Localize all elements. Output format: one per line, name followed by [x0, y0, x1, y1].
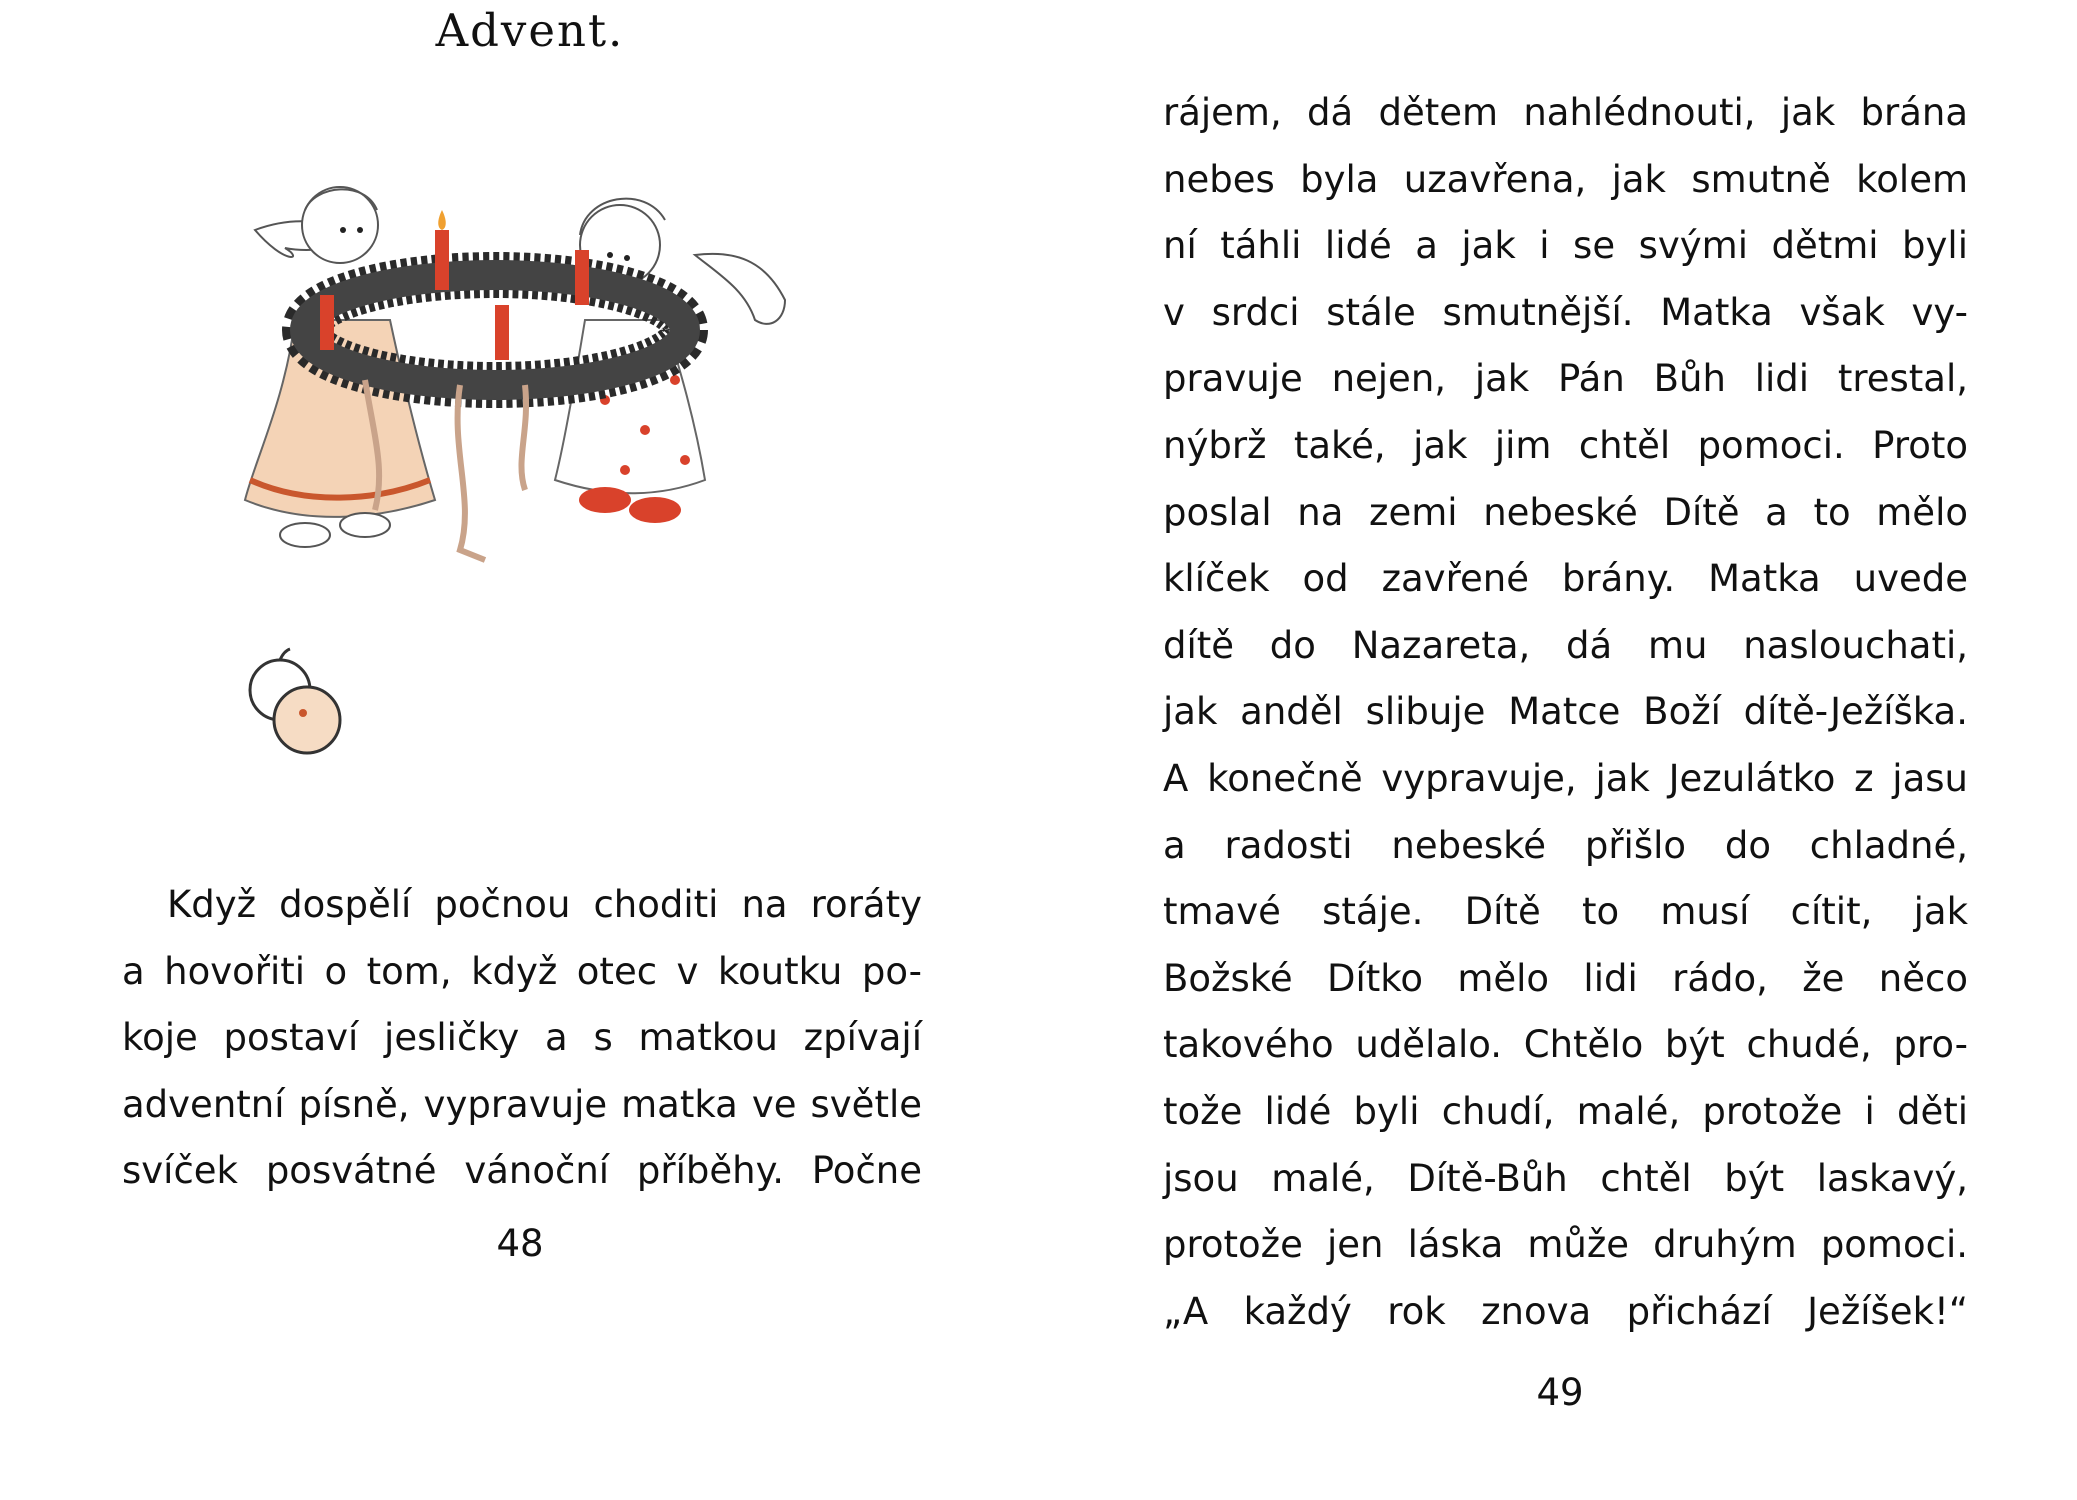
text-line: koje postaví jesličky a s matkou zpívají	[122, 1016, 922, 1060]
angels-wreath-illustration	[225, 180, 805, 620]
text-line: v srdci stále smutnější. Matka však vy-	[1163, 290, 1968, 334]
text-line: klíček od zavřené brány. Matka uvede	[1163, 557, 1968, 601]
text-line: adventní písně, vypravuje matka ve světle	[122, 1082, 922, 1126]
text-line: tmavé stáje. Dítě to musí cítit, jak	[1163, 890, 1968, 934]
text-line: „A každý rok znova přichází Ježíšek!“	[1163, 1289, 1968, 1333]
text-line: rájem, dá dětem nahlédnouti, jak brána	[1163, 91, 1968, 134]
right-page	[1038, 0, 2077, 1500]
text-line: nebes byla uzavřena, jak smutně kolem	[1163, 157, 1968, 201]
text-line: ní táhli lidé a jak i se svými dětmi byli	[1163, 224, 1968, 268]
text-line: poslal na zemi nebeské Dítě a to mělo	[1163, 490, 1968, 534]
text-line: jak anděl slibuje Matce Boží dítě-Ježíška.	[1163, 690, 1968, 734]
text-line: a hovořiti o tom, když otec v koutku po-	[122, 949, 922, 993]
text-line: tože lidé byli chudí, malé, protože i děti	[1163, 1089, 1968, 1133]
text-line: nýbrž také, jak jim chtěl pomoci. Proto	[1163, 423, 1968, 467]
apples-illustration	[235, 645, 355, 760]
text-line: pravuje nejen, jak Pán Bůh lidi trestal,	[1163, 357, 1968, 401]
chapter-title: Advent.	[435, 4, 625, 57]
page-number: 48	[496, 1222, 544, 1265]
left-page	[0, 0, 1038, 1500]
text-line: takového udělalo. Chtělo být chudé, pro-	[1163, 1023, 1968, 1067]
text-line: a radosti nebeské přišlo do chladné,	[1163, 823, 1968, 867]
text-line: Božské Dítko mělo lidi rádo, že něco	[1163, 956, 1968, 1000]
text-line: jsou malé, Dítě-Bůh chtěl být laskavý,	[1163, 1156, 1968, 1200]
right-paragraph	[1163, 80, 1968, 1345]
text-line: dítě do Nazareta, dá mu naslouchati,	[1163, 623, 1968, 667]
page-number: 49	[1536, 1371, 1584, 1414]
text-line: protože jen láska může druhým pomoci.	[1163, 1223, 1968, 1267]
text-line: Když dospělí počnou choditi na roráty	[167, 883, 922, 926]
text-line: svíček posvátné vánoční příběhy. Počne	[122, 1149, 922, 1193]
left-paragraph	[122, 872, 922, 1205]
text-line: A konečně vypravuje, jak Jezulátko z jasu	[1163, 756, 1968, 800]
